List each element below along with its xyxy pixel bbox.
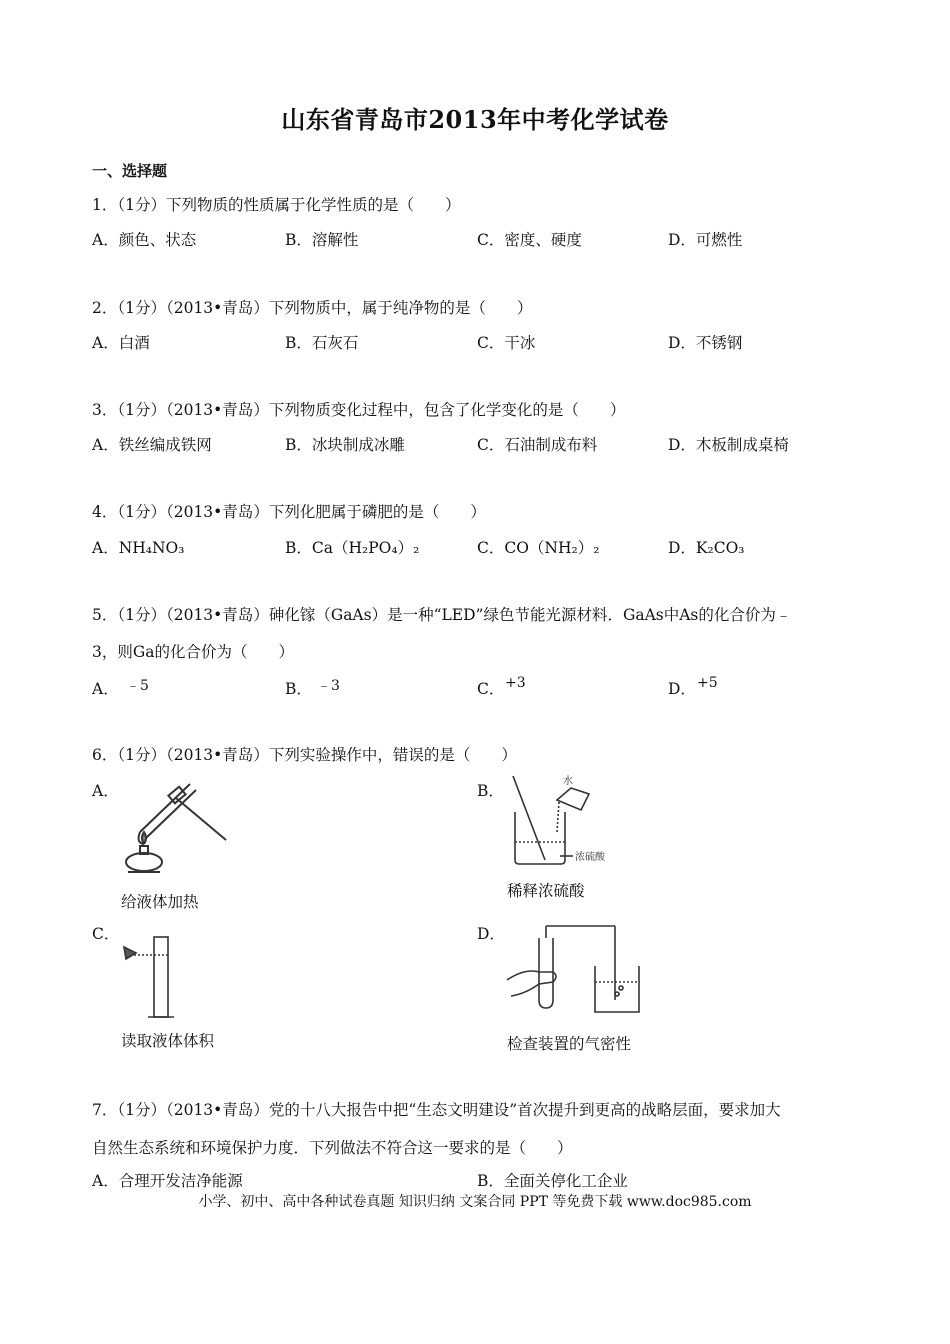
- page-footer: 小学、初中、高中各种试卷真题 知识归纳 文案合同 PPT 等免费下载 www.doc985.com: [198, 1194, 752, 1210]
- q2-option-c: C．干冰: [477, 334, 536, 352]
- q3-option-b: B．冰块制成冰雕: [285, 436, 405, 454]
- q6-option-d-letter: D．: [477, 925, 505, 943]
- question-7-stem-line1: 7．（1分）（2013•青岛）党的十八大报告中把“生态文明建设”首次提升到更高的战略层面，要求加大: [92, 1101, 781, 1119]
- q2-option-a: A．白酒: [92, 334, 150, 352]
- question-7-stem-line2: 自然生态系统和环境保护力度．下列做法不符合这一要求的是（ ）: [92, 1139, 573, 1157]
- q2-option-d: D．不锈钢: [668, 334, 743, 352]
- question-5-stem-line1: 5．（1分）（2013•青岛）砷化镓（GaAs）是一种“LED”绿色节能光源材料．GaAs中As的化合价为﹣: [92, 606, 792, 624]
- q1-option-c: C．密度、硬度: [477, 231, 582, 249]
- q6-caption-b: 稀释浓硫酸: [507, 882, 585, 900]
- question-2-stem: 2．（1分）（2013•青岛）下列物质中，属于纯净物的是（ ）: [92, 299, 533, 317]
- question-6-stem: 6．（1分）（2013•青岛）下列实验操作中，错误的是（ ）: [92, 746, 517, 764]
- q1-option-a: A．颜色、状态: [92, 231, 197, 249]
- water-label: 水: [563, 776, 573, 787]
- page-title: 山东省青岛市2013年中考化学试卷: [281, 105, 669, 134]
- q3-option-a: A．铁丝编成铁网: [92, 436, 212, 454]
- read-volume-figure: [118, 935, 188, 1025]
- q5-option-a-value: ﹣5: [126, 678, 149, 694]
- q4-option-d: D．K₂CO₃: [668, 539, 745, 557]
- q6-caption-d: 检查装置的气密性: [507, 1035, 632, 1053]
- q6-caption-c: 读取液体体积: [121, 1032, 215, 1050]
- q3-option-d: D．木板制成桌椅: [668, 436, 789, 454]
- heating-liquid-figure: [118, 780, 238, 880]
- question-1-stem: 1．（1分）下列物质的性质属于化学性质的是（ ）: [92, 196, 461, 214]
- q4-option-a: A．NH₄NO₃: [92, 539, 185, 557]
- q4-option-b: B．Ca（H₂PO₄）₂: [285, 539, 420, 557]
- q5-option-b-letter: B．: [285, 680, 312, 698]
- q7-option-b: B．全面关停化工企业: [477, 1172, 628, 1190]
- question-4-stem: 4．（1分）（2013•青岛）下列化肥属于磷肥的是（ ）: [92, 503, 486, 521]
- q5-option-c-letter: C．: [477, 680, 505, 698]
- acid-label: 浓硫酸: [575, 852, 605, 863]
- q4-option-c: C．CO（NH₂）₂: [477, 539, 600, 557]
- q5-option-d-letter: D．: [668, 680, 696, 698]
- q5-option-d-value: +5: [697, 675, 718, 691]
- question-5-stem-line2: 3，则Ga的化合价为（ ）: [92, 643, 294, 661]
- q6-caption-a: 给液体加热: [121, 893, 199, 911]
- q5-option-b-value: ﹣3: [317, 678, 340, 694]
- q5-option-a-letter: A．: [92, 680, 119, 698]
- section-heading: 一、选择题: [92, 162, 168, 180]
- question-3-stem: 3．（1分）（2013•青岛）下列物质变化过程中，包含了化学变化的是（ ）: [92, 401, 626, 419]
- airtightness-figure: [505, 920, 655, 1020]
- q1-option-d: D．可燃性: [668, 231, 743, 249]
- q6-option-a-letter: A．: [92, 782, 119, 800]
- q6-option-c-letter: C．: [92, 925, 120, 943]
- q2-option-b: B．石灰石: [285, 334, 359, 352]
- q7-option-a: A．合理开发洁净能源: [92, 1172, 243, 1190]
- q6-option-b-letter: B．: [477, 782, 504, 800]
- q3-option-c: C．石油制成布料: [477, 436, 598, 454]
- q1-option-b: B．溶解性: [285, 231, 359, 249]
- dilute-acid-figure: [505, 772, 655, 872]
- q5-option-c-value: +3: [505, 675, 526, 691]
